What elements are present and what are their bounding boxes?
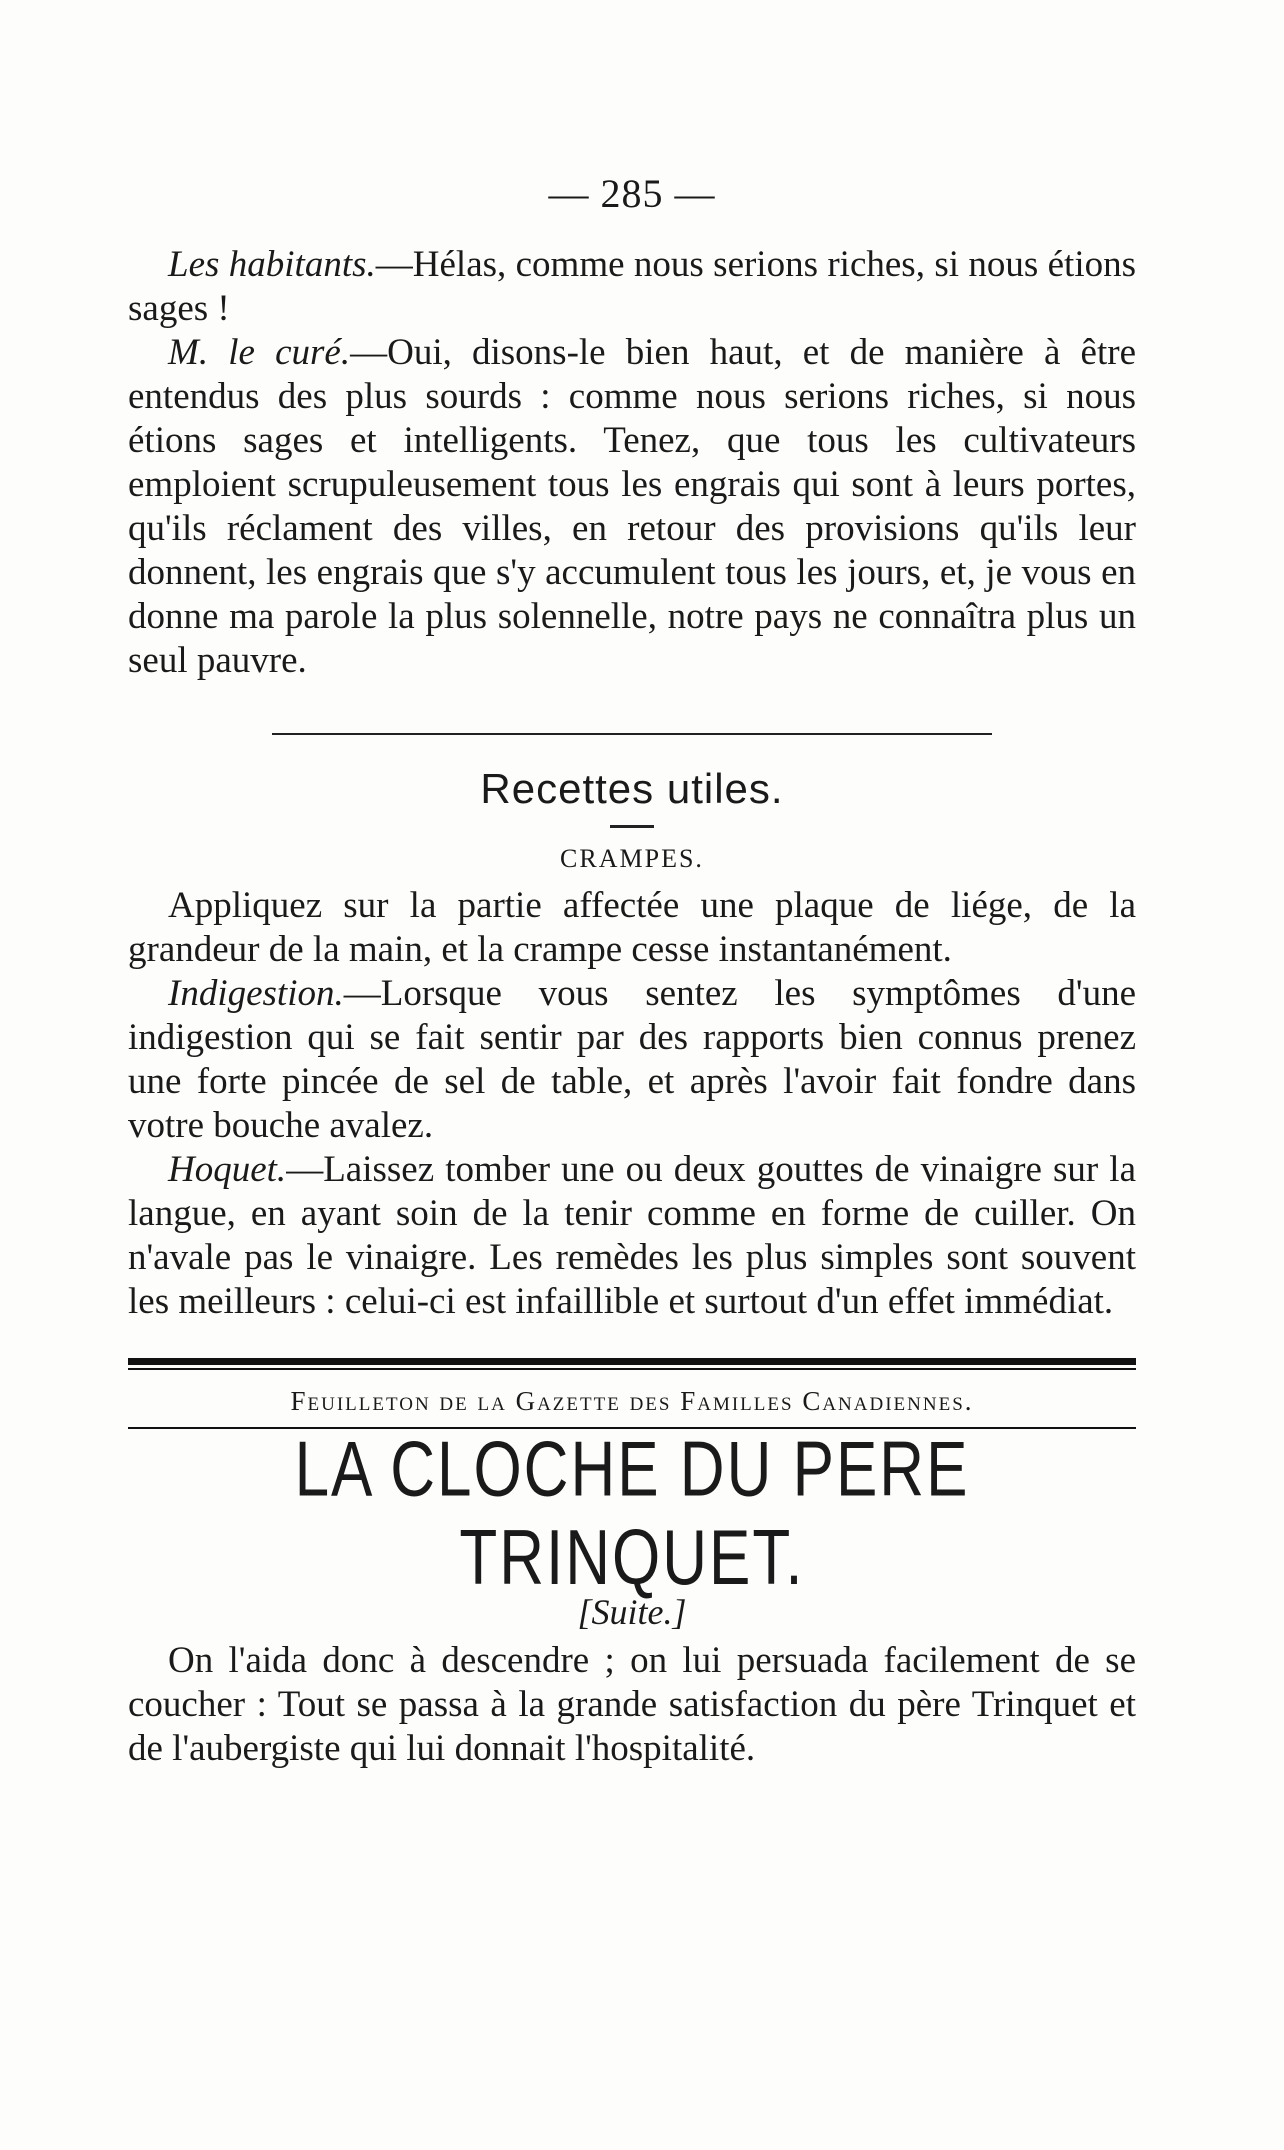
- book-page: [128, 170, 1136, 1771]
- recipe-label-indigestion: Indigestion.: [168, 973, 344, 1014]
- dialogue-cure-text: —Oui, disons-le bien haut, et de manière à être entendus des plus sourds : comme nous serions riches, si nous étions sages et intelligents. Tenez, que tous les cultivateurs emploient scrupuleusement tous les engrais qui sont à leurs portes, qu'ils réclament des villes, en retour des provisions qu'ils leur donnent, les engrais que s'y accumulent tous les jours, et, je vous en donne ma parole la plus solennelle, notre pays ne connaîtra plus un seul pauvre.: [128, 332, 1136, 681]
- feuilleton-header: Feuilleton de la Gazette des Familles Canadiennes.: [290, 1386, 974, 1416]
- dialogue-cure: [128, 331, 1136, 683]
- title-dash: [610, 825, 654, 828]
- recipe-hoquet: [128, 1148, 1136, 1324]
- feuilleton-rule-thick: [128, 1358, 1136, 1365]
- recipe-text-hoquet: —Laissez tomber une ou deux gouttes de vinaigre sur la langue, en ayant soin de la tenir comme en forme de cuiller. On n'avale pas le vinaigre. Les remèdes les plus simples sont souvent les meilleurs : celui-ci est infaillible et surtout d'un effet immédiat.: [128, 1149, 1136, 1322]
- recipe-text-indigestion: —Lorsque vous sentez les symptômes d'une indigestion qui se fait sentir par des rapports bien connus prenez une forte pincée de sel de table, et après l'avoir fait fondre dans votre bouche avalez.: [128, 973, 1136, 1146]
- speaker-habitants: Les habitants.: [168, 244, 376, 285]
- feuilleton-rule-thin: [128, 1368, 1136, 1370]
- dialogue-habitants-text: —Hélas, comme nous serions riches, si nous étions sages !: [128, 244, 1137, 329]
- section-divider: [272, 733, 992, 735]
- crampes-text: Appliquez sur la partie affectée une plaque de liége, de la grandeur de la main, et la crampe cesse instantanément.: [128, 885, 1136, 970]
- recipe-indigestion: [128, 972, 1136, 1148]
- page-number: — 285 —: [548, 171, 716, 216]
- recipe-label-hoquet: Hoquet.: [168, 1149, 287, 1190]
- novel-title: LA CLOCHE DU PERE TRINQUET.: [294, 1426, 970, 1602]
- recettes-title: Recettes utiles.: [480, 765, 784, 812]
- speaker-cure: M. le curé.: [168, 332, 351, 373]
- dialogue-habitants: [128, 243, 1136, 331]
- feuilleton-text: On l'aida donc à descendre ; on lui persuada facilement de se coucher : Tout se passa à la grande satisfaction du père Trinquet et de l'aubergiste qui lui donnait l'hospitalité.: [128, 1640, 1136, 1769]
- crampes-subhead: CRAMPES.: [560, 844, 704, 873]
- suite-label: [Suite.]: [577, 1592, 687, 1632]
